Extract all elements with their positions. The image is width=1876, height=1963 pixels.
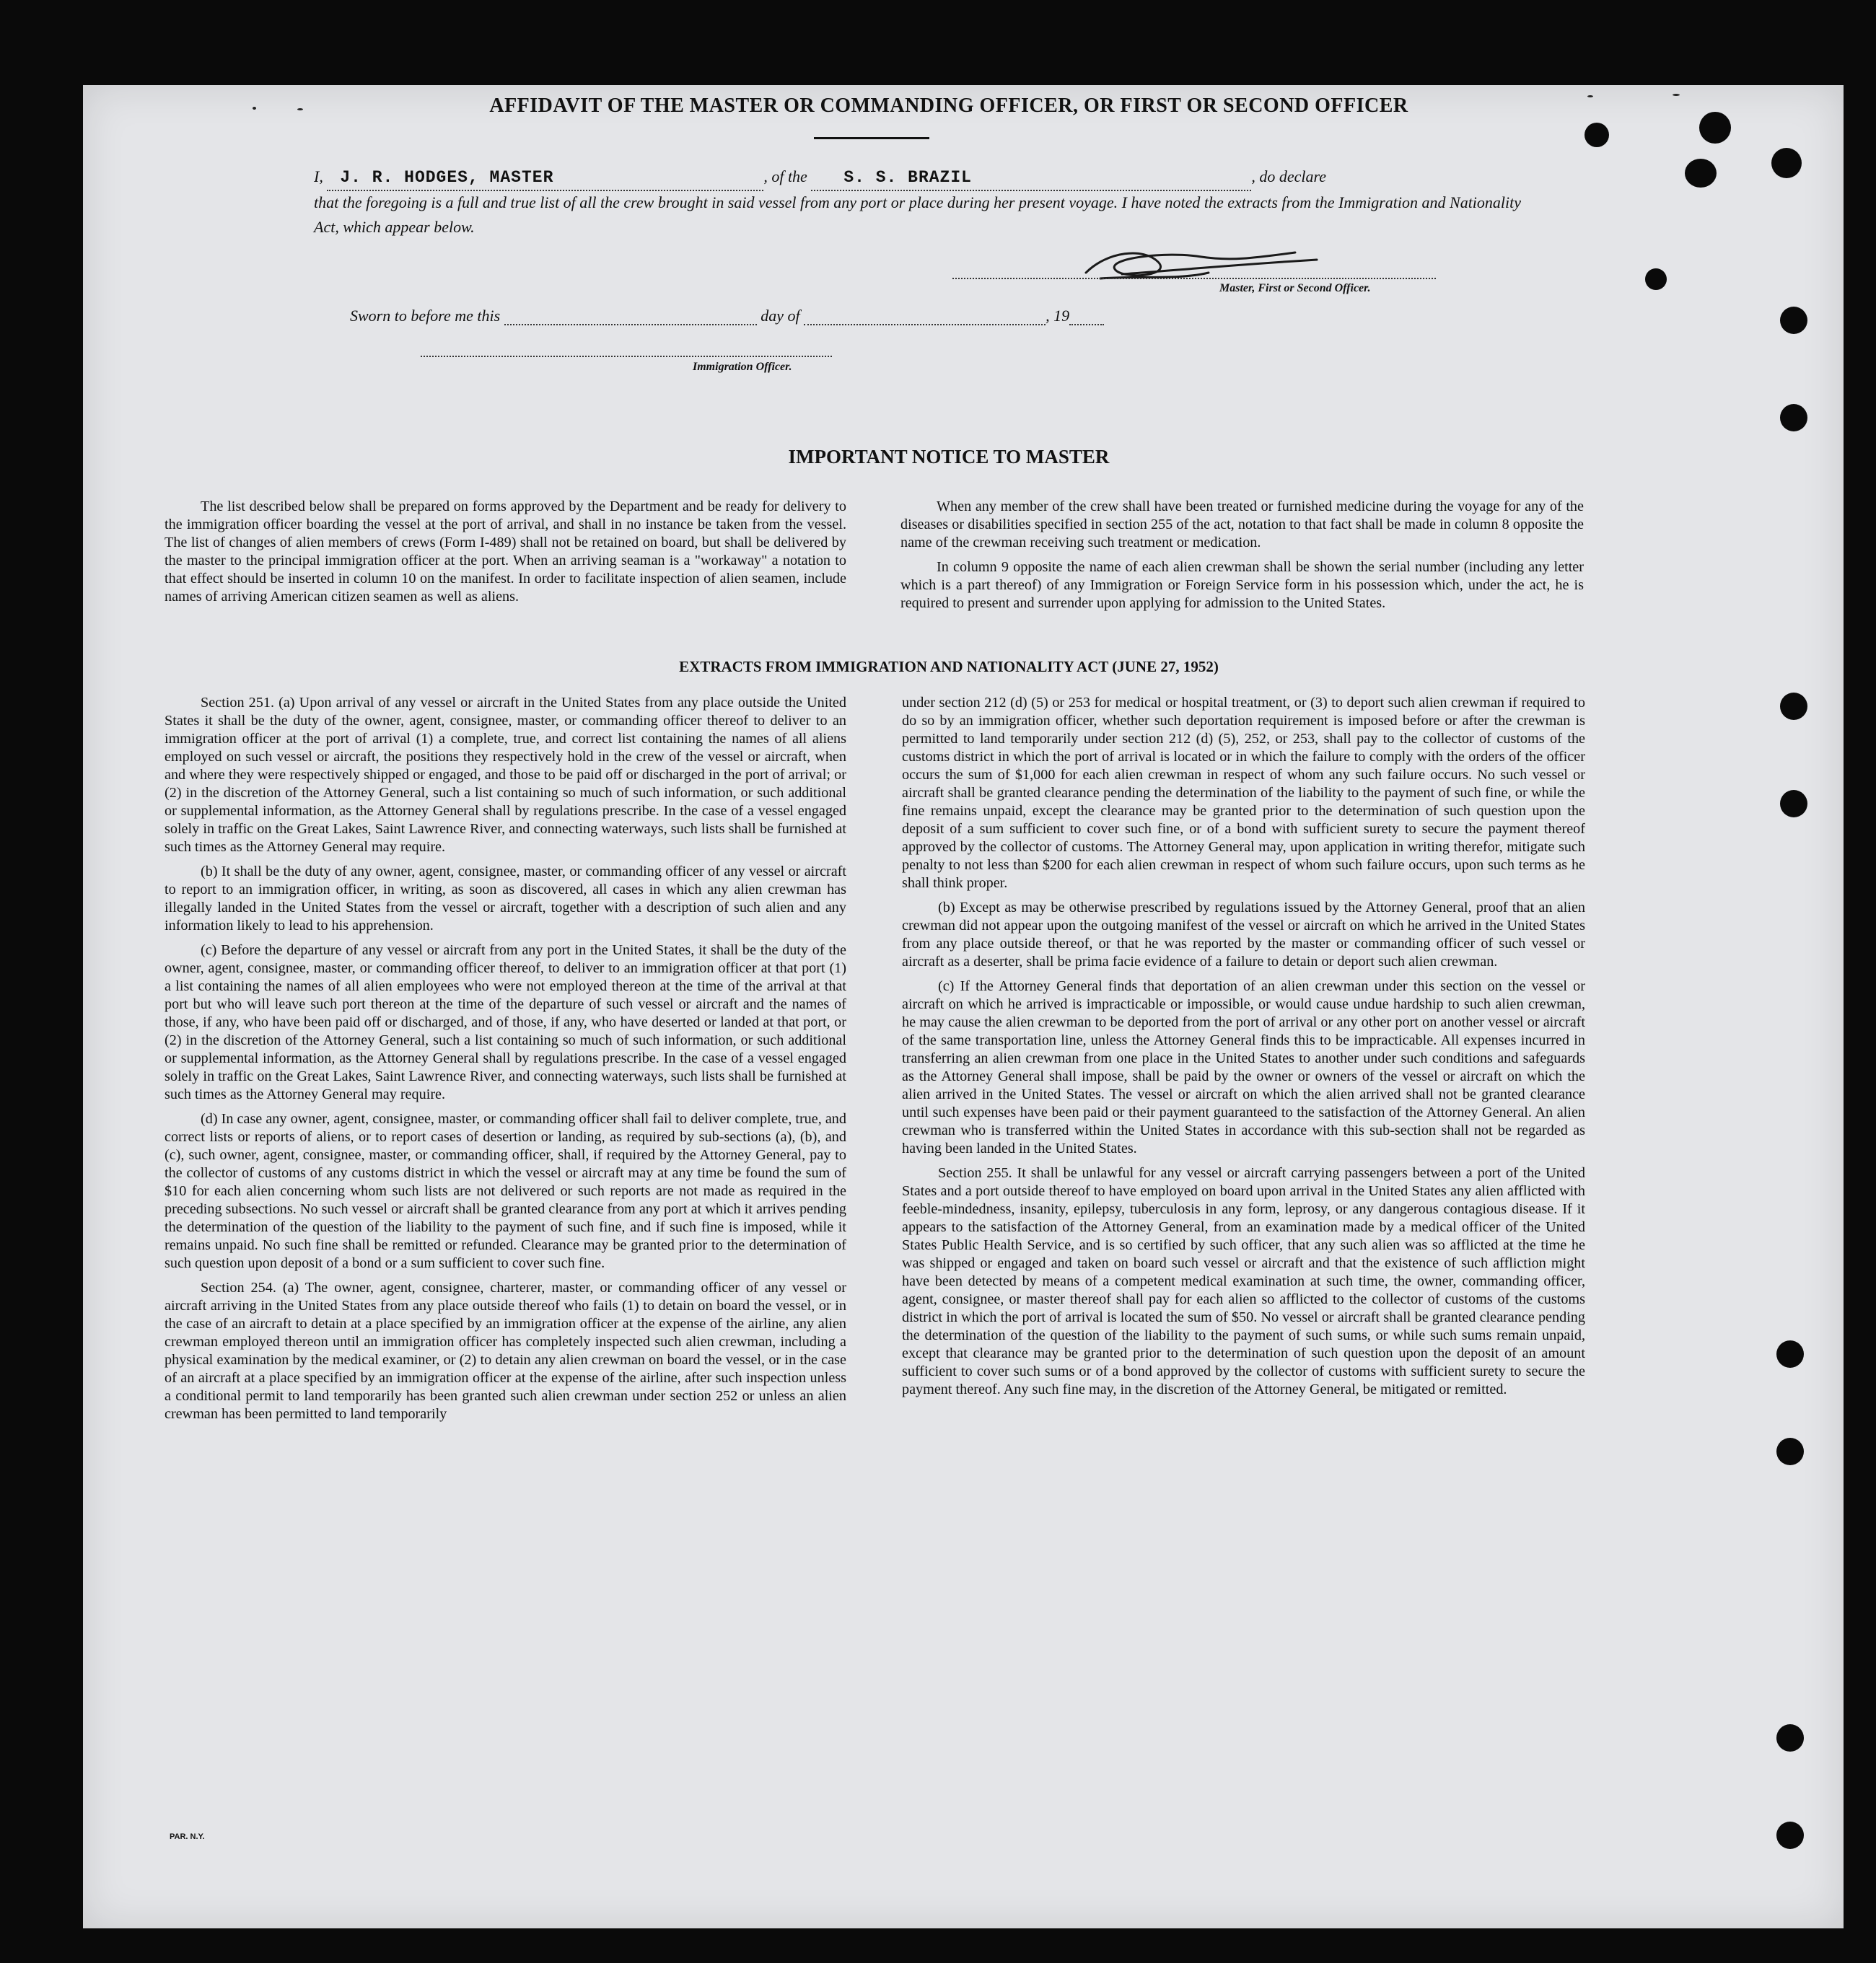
extract-paragraph: (d) In case any owner, agent, consignee, master, or commanding officer shall fail to deliver complete, true, and correct lists or reports of aliens, or to report cases of desertion or landing, as required by sub-sections (a), (b), and (c), such owner, agent, consignee, master, or commanding officer, shall, if required by the Attorney General, pay to the collector of customs of any customs district in which the vessel or aircraft may at any time be found the sum of $10 for each alien concerning whom such lists are not delivered or such reports are not made as required in the preceding subsections. No such vessel or aircraft shall be granted clearance from any port at which it arrives pending the determination of the question of the liability to the payment of such fine, and if such fine is imposed, while it remains unpaid. No such fine shall be remitted or refunded. Clearance may be granted prior to the determination of such question upon deposit of a bond or a sum sufficient to cover such fine. [165,1111,846,1271]
sworn-day-field[interactable] [504,307,757,325]
immigration-officer-caption: Immigration Officer. [693,361,792,373]
master-name-value: J. R. HODGES, MASTER [340,168,554,187]
extracts-right-column [902,694,1585,1405]
sworn-label: Sworn to before me this [350,307,501,325]
sworn-line [350,307,1104,325]
of-the-label: , of the [763,167,807,185]
declaration-block [314,164,1540,240]
notice-left-column [165,498,846,612]
punch-hole [1780,693,1807,720]
title-divider [814,137,929,139]
punch-hole [1780,790,1807,817]
signature-caption: Master, First or Second Officer. [1219,282,1371,294]
sworn-year-field[interactable] [1069,307,1104,325]
immigration-officer-line[interactable] [421,356,832,357]
punch-hole [1776,1822,1804,1849]
declaration-first-line [314,164,1540,190]
extract-paragraph: Section 254. (a) The owner, agent, consignee, charterer, master, or commanding officer of any vessel or aircraft arriving in the United States from any place outside thereof who fails (1) to detain on board the vessel, or in the case of an aircraft to detain at a place specified by an immigration officer at the expense of the airline, any alien crewman employed thereon until an immigration officer has completely inspected such alien crewman, including a physical examination by the medical examiner, or (2) to detain any alien crewman on board the vessel, or in the case of an aircraft at a place specified by an immigration officer at the expense of the airline, after such inspection unless a conditional permit to land temporarily has been granted such alien crewman under section 252 or unless an alien crewman has been permitted to land temporarily [165,1280,846,1422]
notice-title: IMPORTANT NOTICE TO MASTER [788,446,1110,467]
affidavit-title: AFFIDAVIT OF THE MASTER OR COMMANDING OFFICER, OR FIRST OR SECOND OFFICER [489,95,1408,117]
punch-hole [1780,404,1807,431]
master-name-field[interactable] [327,164,763,191]
punch-hole [1685,159,1717,188]
extract-paragraph: Section 255. It shall be unlawful for any vessel or aircraft carrying passengers between a port of the United States and a port outside thereof to have employed on board upon arrival in the United States any alien afflicted with feeble-mindedness, insanity, epilepsy, tuberculosis in any form, leprosy, or any dangerous contagious disease. If it appears to the satisfaction of the Attorney General, from an examination made by a medical officer of the United States Public Health Service, and is so certified by such officer, that any such alien was so afflicted at the time he was shipped or engaged and taken on board such vessel or aircraft and that the existence of such affliction might have been detected by means of a competent medical examination at such time, the owner, commanding officer, agent, consignee, or master thereof shall pay for each alien so afflicted to the collector of customs of the customs district in which the port of arrival is located the sum of $50. No vessel or aircraft shall be granted clearance pending the determination of the question of the liability to the payment of such sums, or while such sums remain unpaid, except that clearance may be granted prior to the determination of such question upon the deposit of an amount sufficient to cover such sums or of a bond approved by the collector of customs with sufficient surety to secure the payment thereof. Any such fine may, in the discretion of the Attorney General, be mitigated or remitted. [902,1165,1585,1397]
declaration-statement: that the foregoing is a full and true list of all the crew brought in said vessel from any port or place during her present voyage. I have noted the extracts from the Immigration and Nationality Act, which appear below. [314,193,1522,236]
punch-hole [1776,1438,1804,1465]
notice-right-paragraph-1: When any member of the crew shall have been treated or furnished medicine during the voyage for any of the diseases or disabilities specified in section 255 of the act, notation to that fact shall be made in column 8 opposite the name of the crewman receiving such treatment or medication. [900,499,1584,550]
punch-hole [1780,307,1807,334]
signature-line[interactable] [952,278,1436,279]
sworn-month-field[interactable] [804,307,1046,325]
extract-paragraph: Section 251. (a) Upon arrival of any vessel or aircraft in the United States from any place outside the United States it shall be the duty of the owner, agent, consignee, master, or commanding officer thereof to deliver to an immigration officer at the port of arrival (1) a complete, true, and correct list containing the names of all aliens employed on such vessel or aircraft, the positions they respectively hold in the crew of the vessel or aircraft, when and where they were respectively shipped or engaged, and those to be paid off or discharged in the port of arrival; or (2) in the discretion of the Attorney General, such a list containing so much of such information, or such additional or supplemental information, as the Attorney General shall by regulations prescribe. In the case of a vessel engaged solely in traffic on the Great Lakes, Saint Lawrence River, and connecting waterways, such lists shall be furnished at such times as the Attorney General may require. [165,695,846,855]
do-declare-label: , do declare [1251,167,1326,185]
punch-hole [1771,148,1802,178]
declaration-prefix: I, [314,167,323,185]
notice-right-column [900,498,1584,619]
extract-paragraph: under section 212 (d) (5) or 253 for medical or hospital treatment, or (3) to deport such alien crewman if required to do so by an immigration officer, whether such deportation requirement is imposed before or after the crewman is permitted to land temporarily under section 212 (d) (5), 252, or 253, shall pay to the collector of customs of the customs district in which the port of arrival is located or in which the failure to comply with the orders of the officer occurs the sum of $1,000 for each alien crewman in respect of whom any such failure occurs. No such vessel or aircraft shall be granted clearance pending the determination of the liability to the payment of such fine, or while the fine remains unpaid, except the clearance may be granted prior to the determination of such question upon the deposit of a sum sufficient to cover such fine, or of a bond with sufficient surety to secure the payment thereof approved by the collector of customs. The Attorney General may, upon application in writing therefor, mitigate such penalty to not less than $200 for each alien crewman in respect of whom such failure occurs, upon such terms as he shall think proper. [902,695,1585,891]
extract-paragraph: (b) It shall be the duty of any owner, agent, consignee, master, or commanding officer of any vessel or aircraft to report to an immigration officer, in writing, as soon as discovered, all cases in which any alien crewman has illegally landed in the United States from the vessel or aircraft, together with a description of such alien and any information likely to lead to his apprehension. [165,864,846,934]
day-of-label: day of [761,307,800,325]
extract-paragraph: (c) Before the departure of any vessel or aircraft from any port in the United States, it shall be the duty of the owner, agent, consignee, master, or commanding officer thereof, to deliver to an immigration officer at that port (1) a list containing the names of all alien employees who were not employed thereon at the time of the arrival at that port but who will leave such port thereon at the time of the departure of such vessel or aircraft and the names of those, if any, who have been paid off or discharged, and of those, if any, who have deserted or landed at that port, or (2) in the discretion of the Attorney General, such a list containing so much of such information, or such additional or supplemental information, as the Attorney General shall by regulations prescribe. In the case of a vessel engaged solely in traffic on the Great Lakes, Saint Lawrence River, and connecting waterways, such lists shall be furnished at such times as the Attorney General may require. [165,942,846,1102]
punch-hole [1645,268,1667,290]
year-label: , 19 [1046,307,1070,325]
extracts-left-column [165,694,846,1430]
extract-paragraph: (c) If the Attorney General finds that deportation of an alien crewman under this section on the vessel or aircraft on which he arrived is impracticable or impossible, or would cause undue hardship to such alien crewman, he may cause the alien crewman to be deported from the port of arrival or any other port on another vessel or aircraft of the same transportation line, unless the Attorney General finds this to be impracticable. All expenses incurred in transferring an alien crewman from one place in the United States to another under such conditions and safeguards as the Attorney General shall impose, shall be paid by the owner or owners of the vessel or aircraft on which the alien arrived in the United States. The vessel or aircraft on which the alien arrived shall not be granted clearance until such expenses have been paid or their payment guaranteed to the satisfaction of the Attorney General. An alien crewman who is transferred within the United States in accordance with this sub-section shall not be regarded as having been landed in the United States. [902,978,1585,1156]
notice-left-paragraph: The list described below shall be prepared on forms approved by the Department and be ready for delivery to the immigration officer boarding the vessel at the port of arrival, and shall in no instance be taken from the vessel. The list of changes of alien members of crews (Form I-489) shall not be retained on board, but shall be delivered by the master to the principal immigration officer at the port. When an arriving seaman is a "workaway" a notation to that effect should be inserted in column 10 on the manifest. In order to facilitate inspection of alien seamen, include names of arriving American citizen seamen as well as aliens. [165,499,846,605]
vessel-name-field[interactable] [811,164,1251,191]
punch-hole [1776,1340,1804,1368]
punch-hole [1584,123,1609,147]
master-signature [1079,244,1324,287]
extracts-title: EXTRACTS FROM IMMIGRATION AND NATIONALITY ACT (JUNE 27, 1952) [679,658,1219,675]
printer-mark: PAR. N.Y. [170,1832,205,1841]
notice-right-paragraph-2: In column 9 opposite the name of each alien crewman shall be shown the serial number (including any letter which is a part thereof) of any Immigration or Foreign Service form in his possession which, under the act, he is required to present and surrender upon applying for admission to the United States. [900,559,1584,611]
extract-paragraph: (b) Except as may be otherwise prescribed by regulations issued by the Attorney General, proof that an alien crewman did not appear upon the outgoing manifest of the vessel or aircraft on which he arrived in the United States from any place outside thereof, or that he was reported by the master or commanding officer of such vessel or aircraft as a deserter, shall be prima facie evidence of a failure to detain or deport such alien crewman. [902,900,1585,970]
vessel-name-value: S. S. BRAZIL [843,168,972,187]
punch-hole [1776,1724,1804,1752]
